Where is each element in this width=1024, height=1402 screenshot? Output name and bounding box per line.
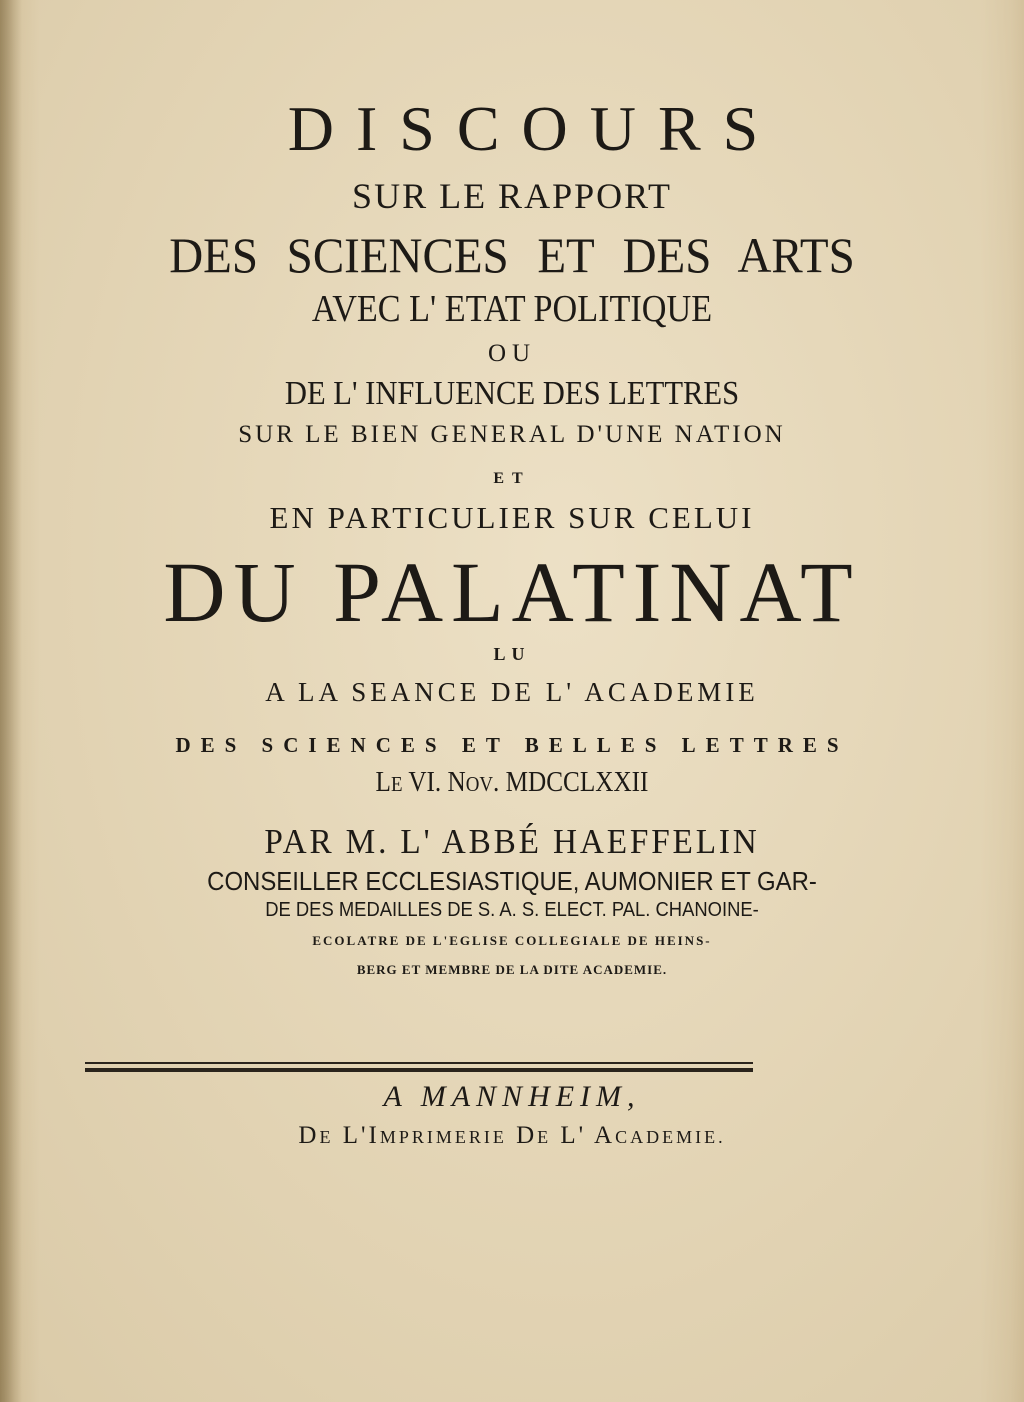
conjunction-ou: OU	[487, 340, 537, 367]
author-title-3: ECOLATRE DE L'EGLISE COLLEGIALE DE HEINS-	[312, 933, 712, 948]
date-nov-rest: OV	[465, 772, 494, 796]
printer-impr-rest: MPRIMERIE	[379, 1127, 507, 1147]
date-line	[51, 767, 973, 799]
subtitle-bien-general: SUR LE BIEN GENERAL D'UNE NATION	[238, 421, 786, 448]
author-title-2: DE DES MEDAILLES DE S. A. S. ELECT. PAL. CHANOINE-	[265, 899, 759, 921]
date-mid: VI. N	[402, 767, 466, 798]
imprint-city: A MANNHEIM,	[383, 1080, 641, 1113]
conjunction-et: ET	[493, 470, 531, 487]
printer-l: L'	[333, 1122, 369, 1149]
subtitle-particulier: EN PARTICULIER SUR CELUI	[269, 500, 755, 535]
printer-de2-initial: D	[506, 1122, 538, 1149]
imprint-printer	[0, 1122, 1024, 1150]
printer-acad-initial: A	[586, 1122, 616, 1149]
printer-de-initial: D	[298, 1122, 320, 1149]
subtitle-influence: DE L' INFLUENCE DES LETTRES	[284, 375, 740, 412]
author-title-1: CONSEILLER ECCLESIASTIQUE, AUMONIER ET GAR-	[207, 866, 817, 896]
printer-impr-initial: I	[368, 1122, 380, 1149]
subtitle-palatinat: DU PALATINAT	[163, 544, 861, 640]
word-lu: LU	[493, 644, 531, 664]
date-le-initial: L	[375, 767, 391, 798]
author-title-4: BERG ET MEMBRE DE LA DITE ACADEMIE.	[356, 962, 668, 977]
date-end: . MDCCLXXII	[493, 767, 649, 798]
divider-rule-thin	[85, 1062, 753, 1064]
author-line: PAR M. L' ABBÉ HAEFFELIN	[264, 822, 760, 861]
subtitle-etat-politique: AVEC L' ETAT POLITIQUE	[311, 288, 713, 330]
printer-de-rest: E	[319, 1127, 334, 1147]
date-le-rest: E	[390, 772, 403, 796]
subtitle-rapport: SUR LE RAPPORT	[352, 176, 672, 216]
subtitle-sciences-arts: DES SCIENCES ET DES ARTS	[169, 227, 855, 283]
printer-acad-rest: CADEMIE.	[615, 1127, 726, 1147]
printer-de2-rest: E	[537, 1127, 552, 1147]
seance-line: A LA SEANCE DE L' ACADEMIE	[265, 677, 759, 707]
divider-rule-thick	[85, 1068, 753, 1072]
title: DISCOURS	[287, 93, 781, 164]
printer-l2: L'	[551, 1122, 587, 1149]
academy-name: DES SCIENCES ET BELLES LETTRES	[175, 733, 849, 757]
